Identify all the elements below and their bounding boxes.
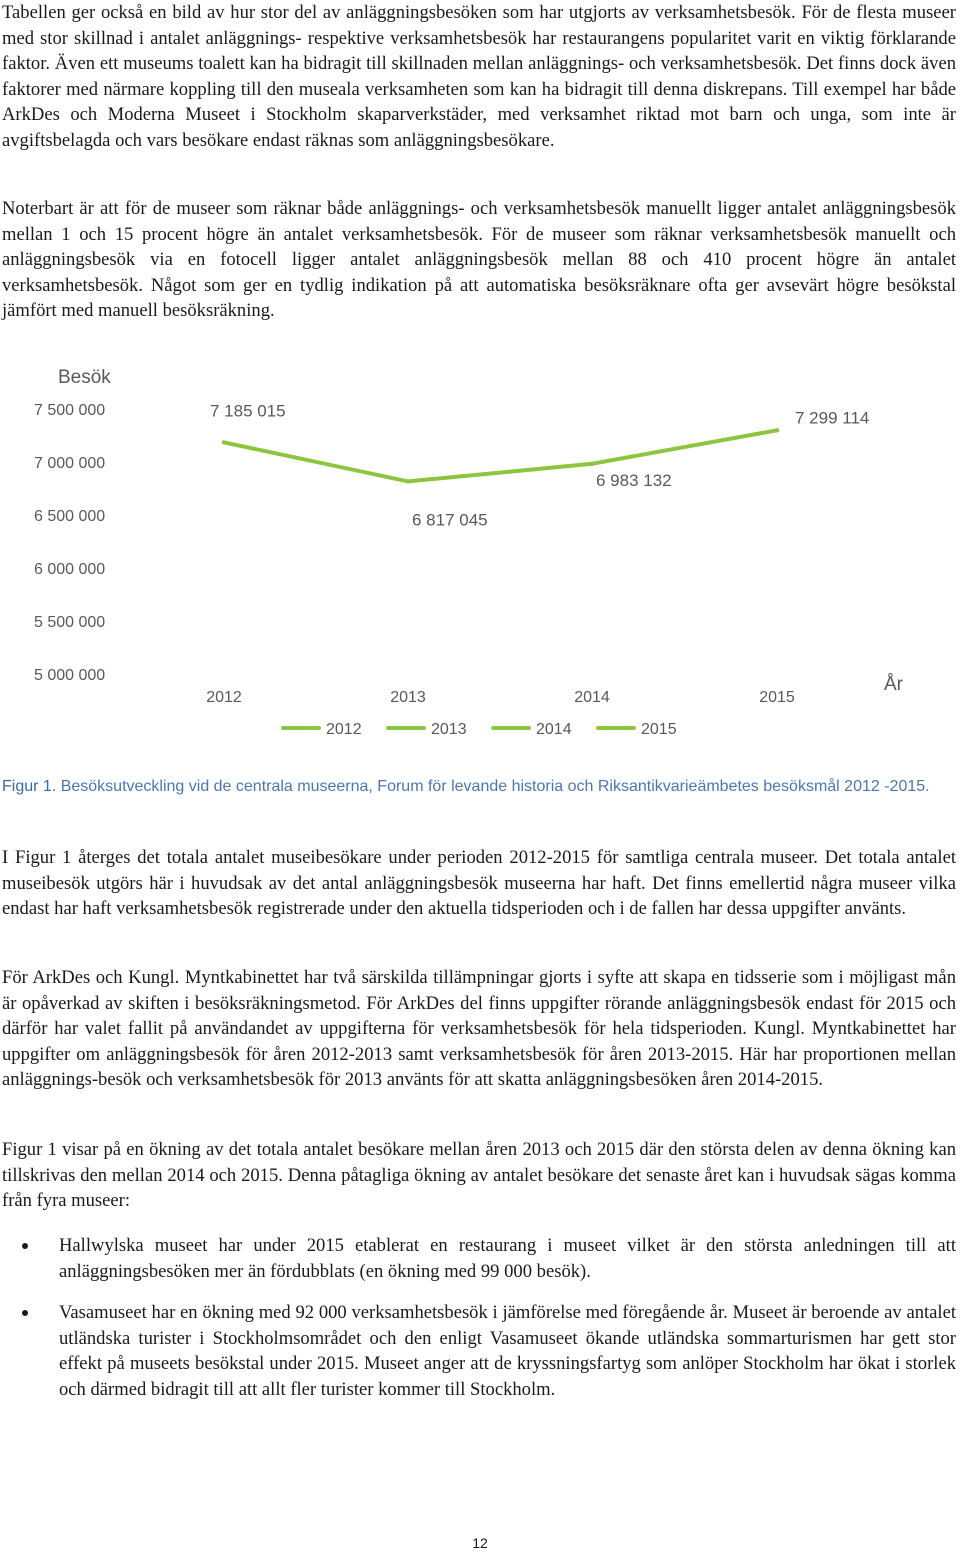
x-tick-label: 2014: [574, 689, 610, 706]
data-point: [406, 479, 410, 483]
data-label: 6 983 132: [596, 470, 672, 490]
x-tick-label: 2015: [759, 689, 795, 706]
legend-label: 2015: [641, 721, 677, 738]
data-label: 6 817 045: [412, 510, 488, 530]
data-point: [775, 428, 779, 432]
paragraph-4: För ArkDes och Kungl. Myntkabinettet har två särskilda tillämpningar gjorts i syfte att skapa en tidsserie som i möjligast mån är opåverkad av skiften i besöksräkningsmetod. För ArkDes del finns uppgifter rörande anläggningsbesök endast för 2015 och därför har valet fallit på användandet av uppgifterna för verksamhetsbesök för hela tidsperioden. Kungl. Myntkabinettet har uppgifter om anläggningsbesök för åren 2012-2013 samt verksamhetsbesök för åren 2013-2015. Här har proportionen mellan anläggnings-besök och verksamhetsbesök för 2013 använts för att skatta anläggningsbesöken åren 2014-2015.: [2, 967, 956, 1091]
series-line-path: [224, 430, 777, 481]
legend-label: 2014: [536, 721, 572, 738]
y-axis-title: Besök: [58, 367, 111, 388]
y-tick-label: 6 000 000: [34, 561, 106, 578]
data-point: [222, 440, 226, 444]
data-label: 7 185 015: [210, 401, 286, 421]
data-labels: [210, 401, 869, 529]
legend: [283, 721, 677, 738]
list-item-text: Vasamuseet har en ökning med 92 000 verksamhetsbesök i jämförelse med föregående år. Museet är beroende av antalet utländska turister i Stockholmsområdet och den enligt Vasamuseet ökande utländska sommarturismen har gett stor effekt på museets besökstal under 2015. Museet anger att de kryssningsfartyg som anlöper Stockholm har ökat i storlek och därmed bidragit till att allt fler turister kommer till Stockholm.: [59, 1302, 956, 1400]
y-tick-label: 5 000 000: [34, 667, 106, 684]
legend-label: 2013: [431, 721, 467, 738]
data-label: 7 299 114: [795, 408, 870, 428]
y-tick-label: 5 500 000: [34, 614, 106, 631]
y-tick-label: 7 500 000: [34, 402, 106, 419]
data-point: [590, 462, 594, 466]
paragraph-5: Figur 1 visar på en ökning av det totala antalet besökare mellan åren 2013 och 2015 där den största delen av denna ökning kan tillskrivas den mellan 2014 och 2015. Denna påtagliga ökning av antalet besökare det senaste året kan i huvudsak sägas komma från fyra museer:: [2, 1139, 956, 1212]
paragraph-1: Tabellen ger också en bild av hur stor del av anläggningsbesöken som har utgjorts av verksamhetsbesök. För de flesta museer med stor skillnad i antalet anläggnings- respektive verksamhetsbesök har restaurangens popularitet varit en viktig förklarande faktor. Även ett museums toalett kan ha bidragit till skillnaden mellan anläggnings- och verksamhetsbesök. Det finns dock även faktorer med närmare koppling till den museala verksamheten som kan ha bidragit till denna diskrepans. Till exempel har både ArkDes och Moderna Museet i Stockholm skaparverkstäder, med verksamhet riktad mot barn och unga, som inte är avgiftsbelagda och vars besökare endast räknas som anläggningsbesökare.: [2, 2, 956, 151]
y-tick-label: 7 000 000: [34, 455, 106, 472]
bullet-icon: [22, 1310, 28, 1316]
x-tick-label: 2013: [390, 689, 426, 706]
line-chart: [0, 345, 960, 750]
legend-label: 2012: [326, 721, 362, 738]
caption-label: Figur 1.: [2, 778, 57, 795]
figure-caption: [2, 776, 956, 798]
x-axis-ticks: [206, 689, 795, 706]
figure-1-chart: [0, 345, 960, 750]
paragraph-3: I Figur 1 återges det totala antalet museibesökare under perioden 2012-2015 för samtliga centrala museer. Det totala antalet museibesök utgörs här i huvudsak av det antal anläggningsbesök museerna har haft. Det finns emellertid några museer vilka endast har haft verksamhetsbesök registrerade under den aktuella tidsperioden och i de fallen har dessa uppgifter använts.: [2, 847, 956, 920]
caption-text: Besöksutveckling vid de centrala museerna, Forum för levande historia och Riksantikvarieämbetes besöksmål 2012 -2015.: [56, 778, 930, 795]
series-line: [222, 428, 779, 483]
y-axis-ticks: [34, 402, 105, 684]
page-number: 12: [472, 1535, 488, 1551]
y-tick-label: 6 500 000: [34, 508, 106, 525]
paragraph-2: Noterbart är att för de museer som räknar både anläggnings- och verksamhetsbesök manuellt ligger antalet anläggningsbesök mellan 1 och 15 procent högre än antalet verksamhetsbesök. För de museer som räknar verksamhetsbesök manuellt och anläggningsbesök via en fotocell ligger antalet anläggningsbesök mellan 88 och 410 procent högre än antalet verksamhetsbesök. Något som ger en tydlig indikation på att automatiska besöksräknare ofta ger avsevärt högre besökstal jämfört med manuell besöksräkning.: [2, 198, 956, 322]
x-axis-title: År: [884, 674, 903, 695]
bullet-icon: [22, 1243, 28, 1249]
list-item-text: Hallwylska museet har under 2015 etablerat en restaurang i museet vilket är den största anledningen till att anläggningsbesöken mer än fördubblats (en ökning med 99 000 besök).: [59, 1235, 956, 1282]
x-tick-label: 2012: [206, 689, 242, 706]
